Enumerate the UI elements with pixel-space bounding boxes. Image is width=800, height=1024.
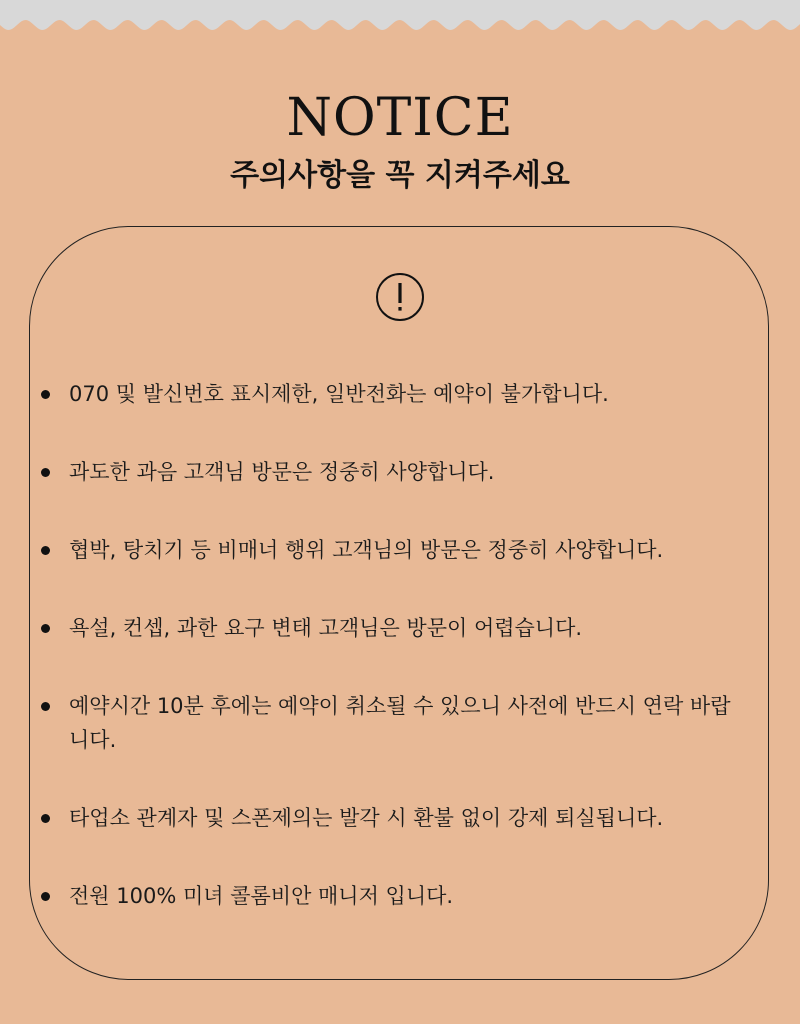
notice-text: 타업소 관계자 및 스폰제의는 발각 시 환불 없이 강제 퇴실됩니다. xyxy=(69,806,664,830)
bullet-icon xyxy=(41,468,50,477)
notice-text: 전원 100% 미녀 콜롬비안 매니저 입니다. xyxy=(69,884,454,908)
bullet-icon xyxy=(41,390,50,399)
list-item xyxy=(40,377,740,411)
page-title: NOTICE xyxy=(286,88,514,148)
bullet-icon xyxy=(41,624,50,633)
notice-text: 과도한 과음 고객님 방문은 정중히 사양합니다. xyxy=(69,460,495,484)
page-subtitle: 주의사항을 꼭 지켜주세요 xyxy=(230,158,570,193)
list-item xyxy=(40,801,740,835)
notice-text: 욕설, 컨셉, 과한 요구 변태 고객님은 방문이 어렵습니다. xyxy=(69,616,583,640)
notice-text: 예약시간 10분 후에는 예약이 취소될 수 있으니 사전에 반드시 연락 바랍니다. xyxy=(69,694,731,752)
notice-list xyxy=(40,377,740,957)
bullet-icon xyxy=(41,892,50,901)
bullet-icon xyxy=(41,814,50,823)
list-item xyxy=(40,879,740,913)
notice-text: 070 및 발신번호 표시제한, 일반전화는 예약이 불가합니다. xyxy=(69,382,609,406)
list-item xyxy=(40,455,740,489)
bullet-icon xyxy=(41,546,50,555)
notice-text: 협박, 탕치기 등 비매너 행위 고객님의 방문은 정중히 사양합니다. xyxy=(69,538,664,562)
list-item xyxy=(40,689,740,757)
list-item xyxy=(40,611,740,645)
bullet-icon xyxy=(41,702,50,711)
wavy-top-border xyxy=(0,0,800,40)
list-item xyxy=(40,533,740,567)
exclamation-circle-icon xyxy=(375,272,425,322)
